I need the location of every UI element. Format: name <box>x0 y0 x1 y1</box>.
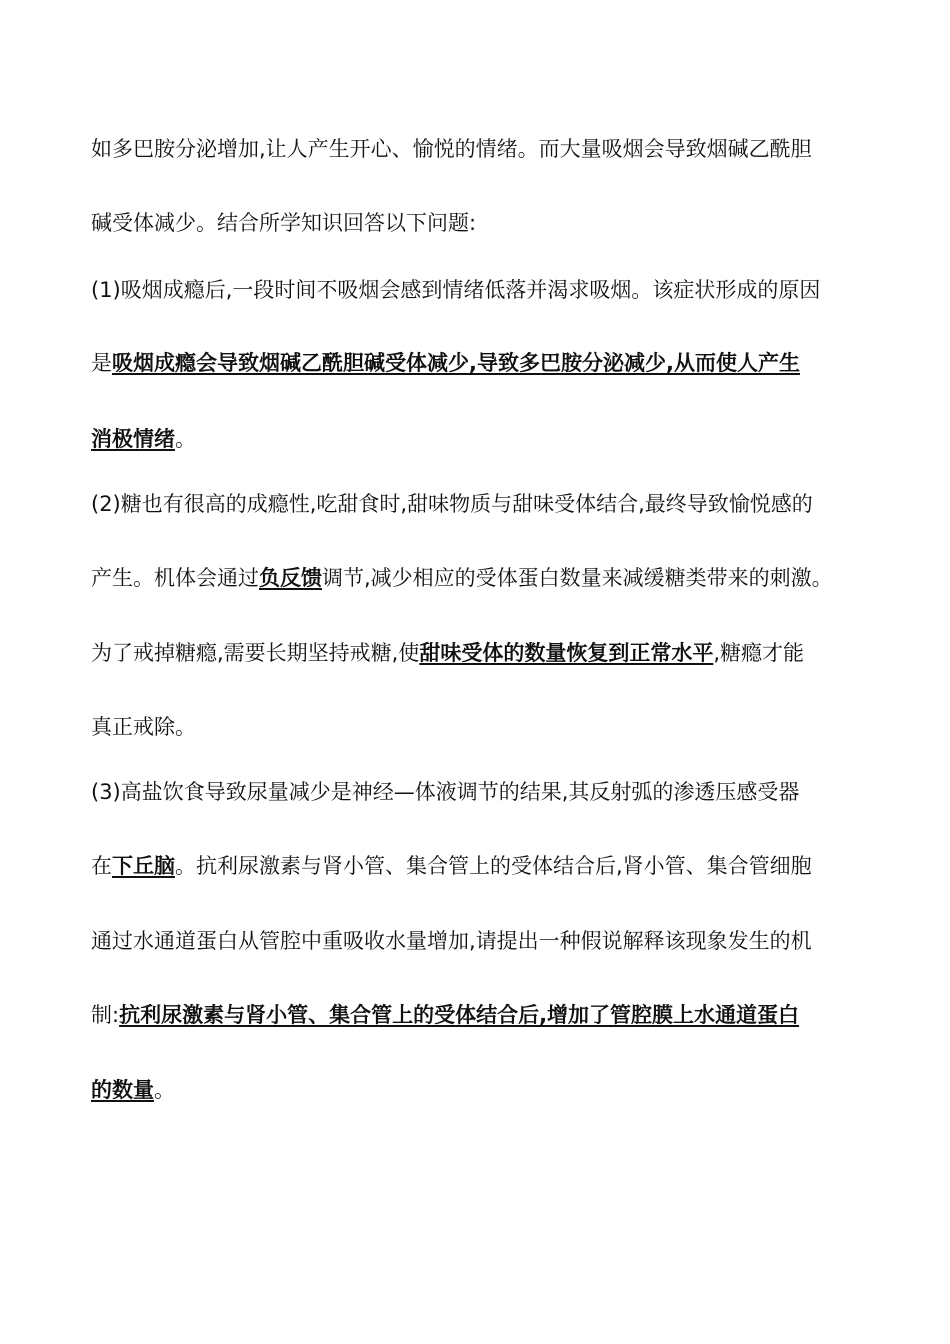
q3-answer-2-part-1: 抗利尿激素与肾小管、集合管上的受体结合后,增加了管腔膜上水通道蛋白 <box>119 1003 800 1027</box>
q2-l3-pre: 为了戒掉糖瘾,需要长期坚持戒糖,使 <box>91 641 420 665</box>
q2-answer-1: 负反馈 <box>259 566 322 590</box>
q1-end: 。 <box>175 427 196 451</box>
q1-stem-text: (1)吸烟成瘾后,一段时间不吸烟会感到情绪低落并渴求吸烟。该症状形成的原因 <box>91 278 821 302</box>
question-3-line-5 <box>91 1075 175 1105</box>
question-1-answer-line-1 <box>91 348 800 378</box>
q3-answer-2-part-2: 的数量 <box>91 1078 154 1102</box>
question-2-line-4 <box>91 712 196 742</box>
intro-line-1 <box>91 134 812 164</box>
q2-stem-text: (2)糖也有很高的成瘾性,吃甜食时,甜味物质与甜味受体结合,最终导致愉悦感的 <box>91 492 813 516</box>
intro-line-2 <box>91 208 476 238</box>
question-1-stem <box>91 275 820 305</box>
q2-l3-post: ,糖瘾才能 <box>713 641 805 665</box>
question-3-stem <box>91 777 799 807</box>
q2-l4: 真正戒除。 <box>91 715 196 739</box>
question-2-line-2 <box>91 563 833 593</box>
q3-l2-pre: 在 <box>91 854 112 878</box>
q1-answer-part-1: 吸烟成瘾会导致烟碱乙酰胆碱受体减少,导致多巴胺分泌减少,从而使人产生 <box>112 351 800 375</box>
q3-l4-pre: 制: <box>91 1003 120 1027</box>
q1-answer-part-2: 消极情绪 <box>91 427 175 451</box>
q3-end: 。 <box>154 1078 175 1102</box>
question-3-line-2 <box>91 851 812 881</box>
q1-prefix: 是 <box>91 351 112 375</box>
question-3-line-3 <box>91 926 812 956</box>
q2-l2-pre: 产生。机体会通过 <box>91 566 259 590</box>
q3-stem-text: (3)高盐饮食导致尿量减少是神经—体液调节的结果,其反射弧的渗透压感受器 <box>91 780 800 804</box>
question-2-stem <box>91 489 813 519</box>
q3-answer-1: 下丘脑 <box>112 854 175 878</box>
q2-answer-2: 甜味受体的数量恢复到正常水平 <box>419 641 714 665</box>
q3-l3: 通过水通道蛋白从管腔中重吸收水量增加,请提出一种假说解释该现象发生的机 <box>91 929 812 953</box>
question-1-answer-line-2 <box>91 424 196 454</box>
question-3-line-4 <box>91 1000 799 1030</box>
q3-l2-post: 。抗利尿激素与肾小管、集合管上的受体结合后,肾小管、集合管细胞 <box>175 854 812 878</box>
intro-text-2: 碱受体减少。结合所学知识回答以下问题: <box>91 211 477 235</box>
q2-l2-post: 调节,减少相应的受体蛋白数量来减缓糖类带来的刺激。 <box>322 566 833 590</box>
question-2-line-3 <box>91 638 804 668</box>
intro-text-1: 如多巴胺分泌增加,让人产生开心、愉悦的情绪。而大量吸烟会导致烟碱乙酰胆 <box>91 137 812 161</box>
